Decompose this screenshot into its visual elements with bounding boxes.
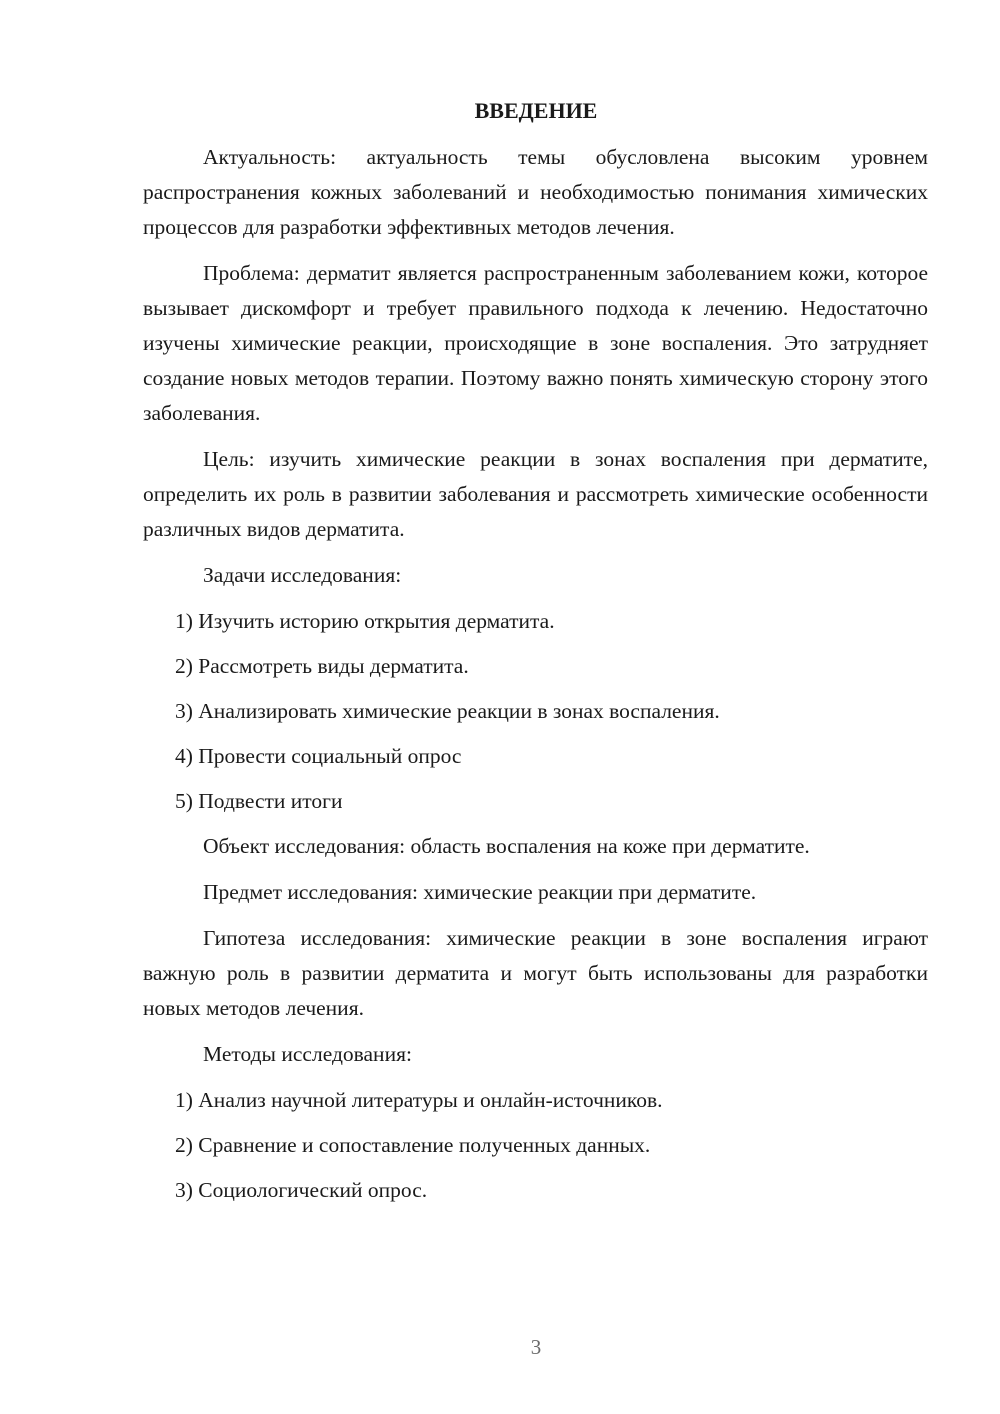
list-item: 2) Сравнение и сопоставление полученных данных. xyxy=(175,1133,651,1157)
methods-title: Методы исследования: xyxy=(203,1042,412,1066)
list-item: 1) Анализ научной литературы и онлайн-источников. xyxy=(175,1088,663,1112)
paragraph-problem: Проблема: дерматит является распространенным заболеванием кожи, которое вызывает дискомфорт и требует правильного подхода к лечению. Недостаточно изучены химические реакции, происходящие в зоне воспаления. Это затрудняет создание новых методов терапии. Поэтому важно понять химическую сторону этого заболевания. xyxy=(143,261,928,425)
list-item: 1) Изучить историю открытия дерматита. xyxy=(175,609,555,633)
page-number: 3 xyxy=(530,1335,542,1359)
list-item: 5) Подвести итоги xyxy=(175,789,343,813)
list-item: 3) Социологический опрос. xyxy=(175,1178,428,1202)
tasks-title: Задачи исследования: xyxy=(203,563,402,587)
tasks-list xyxy=(143,604,928,819)
list-item: 3) Анализировать химические реакции в зонах воспаления. xyxy=(175,699,720,723)
paragraph-relevance: Актуальность: актуальность темы обусловлена высоким уровнем распространения кожных заболеваний и необходимостью понимания химических процессов для разработки эффективных методов лечения. xyxy=(143,145,928,239)
paragraph-goal: Цель: изучить химические реакции в зонах воспаления при дерматите, определить их роль в развитии заболевания и рассмотреть химические особенности различных видов дерматита. xyxy=(143,447,928,541)
list-item: 2) Рассмотреть виды дерматита. xyxy=(175,654,469,678)
section-heading: ВВЕДЕНИЕ xyxy=(474,98,598,123)
list-item: 4) Провести социальный опрос xyxy=(175,744,462,768)
paragraph-hypothesis: Гипотеза исследования: химические реакции в зоне воспаления играют важную роль в развитии дерматита и могут быть использованы для разработки новых методов лечения. xyxy=(143,926,928,1020)
paragraph-subject: Предмет исследования: химические реакции при дерматите. xyxy=(203,880,757,904)
paragraph-object: Объект исследования: область воспаления на коже при дерматите. xyxy=(203,834,810,858)
methods-list xyxy=(143,1083,928,1208)
document-body xyxy=(143,140,928,1218)
